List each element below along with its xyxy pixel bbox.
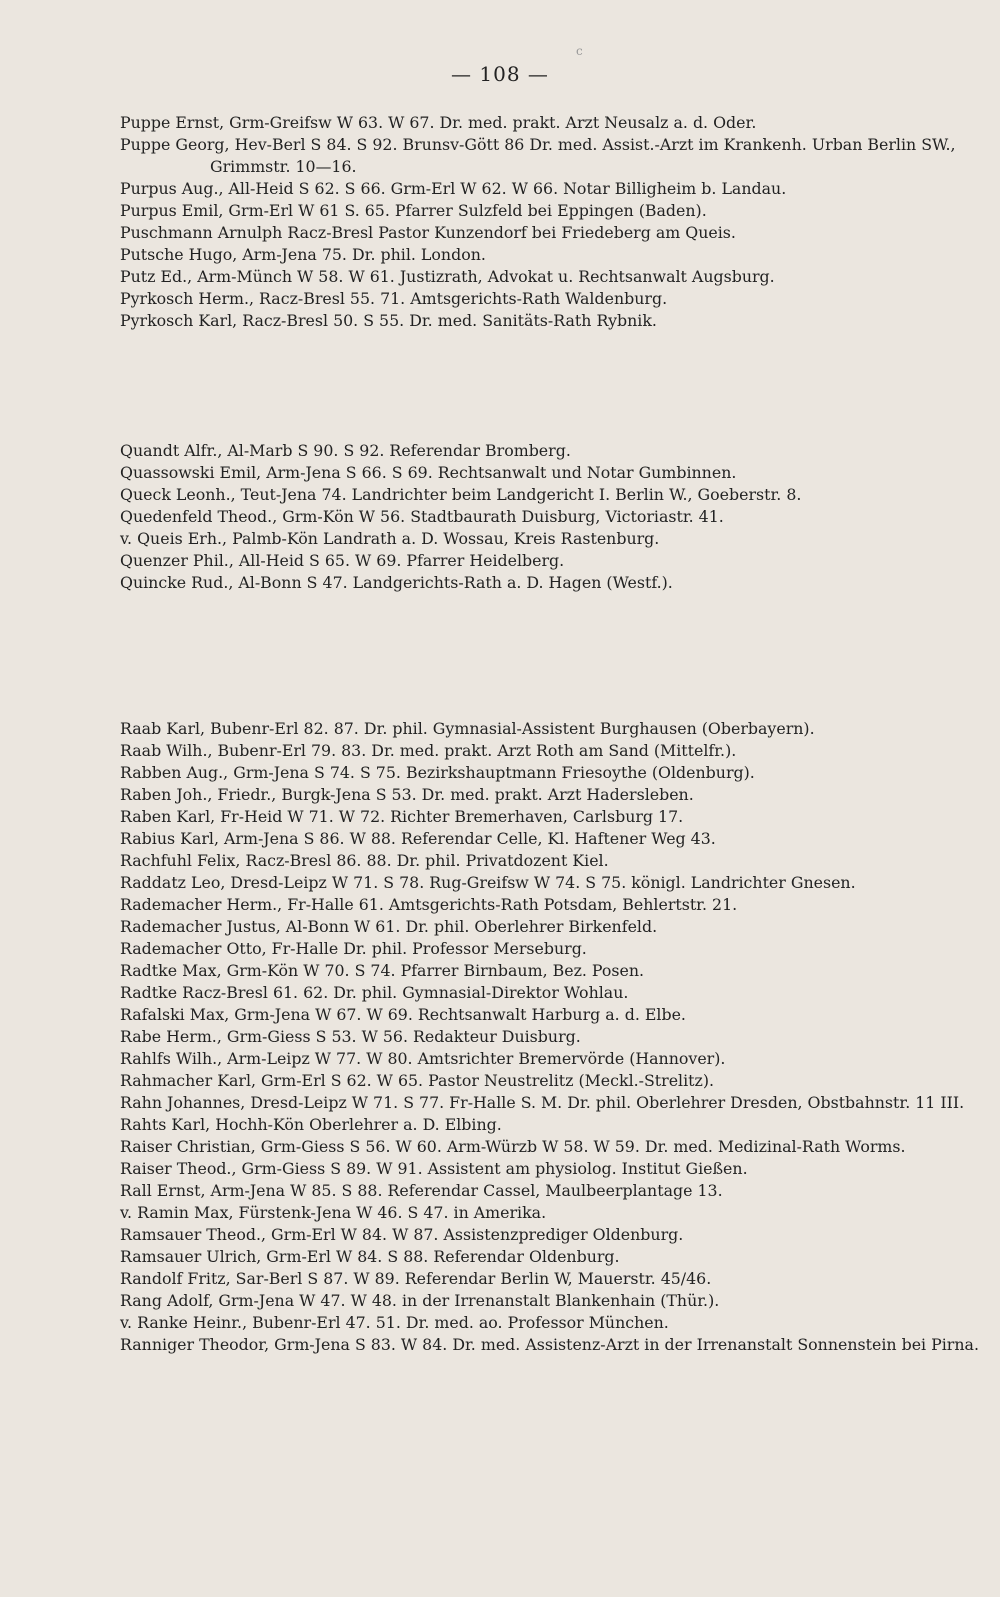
directory-entry: Rang Adolf, Grm-Jena W 47. W 48. in der Irrenanstalt Blankenhain (Thür.). [120, 1291, 720, 1310]
page-number: — 108 — [451, 62, 549, 86]
directory-entry: Rafalski Max, Grm-Jena W 67. W 69. Rechtsanwalt Harburg a. d. Elbe. [120, 1005, 686, 1024]
directory-entry: Queck Leonh., Teut-Jena 74. Landrichter beim Landgericht I. Berlin W., Goeberstr. 8. [120, 485, 802, 504]
directory-entry: Raddatz Leo, Dresd-Leipz W 71. S 78. Rug-Greifsw W 74. S 75. königl. Landrichter Gnesen. [120, 873, 856, 892]
directory-entry: Rabius Karl, Arm-Jena S 86. W 88. Referendar Celle, Kl. Haftener Weg 43. [120, 829, 716, 848]
directory-entry: Quincke Rud., Al-Bonn S 47. Landgerichts-Rath a. D. Hagen (Westf.). [120, 573, 673, 592]
directory-entry: Quandt Alfr., Al-Marb S 90. S 92. Referendar Bromberg. [120, 441, 571, 460]
directory-entry: Rabe Herm., Grm-Giess S 53. W 56. Redakteur Duisburg. [120, 1027, 581, 1046]
directory-entry: Raab Karl, Bubenr-Erl 82. 87. Dr. phil. Gymnasial-Assistent Burghausen (Oberbayern). [120, 719, 815, 738]
section-r-entries [120, 718, 980, 1356]
directory-entry: Ranniger Theodor, Grm-Jena S 83. W 84. Dr. med. Assistenz-Arzt in der Irrenanstalt Sonnenstein bei Pirna. [120, 1335, 979, 1354]
directory-entry: Raben Karl, Fr-Heid W 71. W 72. Richter Bremerhaven, Carlsburg 17. [120, 807, 684, 826]
directory-entry: Rahts Karl, Hochh-Kön Oberlehrer a. D. Elbing. [120, 1115, 502, 1134]
directory-entry: v. Ramin Max, Fürstenk-Jena W 46. S 47. in Amerika. [120, 1203, 547, 1222]
directory-entry: Rahn Johannes, Dresd-Leipz W 71. S 77. Fr-Halle S. M. Dr. phil. Oberlehrer Dresden, Obstbahnstr. 11 III. [120, 1093, 965, 1112]
directory-entry: Quedenfeld Theod., Grm-Kön W 56. Stadtbaurath Duisburg, Victoriastr. 41. [120, 507, 724, 526]
directory-entry: Pyrkosch Herm., Racz-Bresl 55. 71. Amtsgerichts-Rath Waldenburg. [120, 289, 668, 308]
section-q-entries [120, 440, 980, 594]
directory-entry: Rahmacher Karl, Grm-Erl S 62. W 65. Pastor Neustrelitz (Meckl.-Strelitz). [120, 1071, 715, 1090]
directory-entry: Quassowski Emil, Arm-Jena S 66. S 69. Rechtsanwalt und Notar Gumbinnen. [120, 463, 737, 482]
directory-entry: Rademacher Justus, Al-Bonn W 61. Dr. phil. Oberlehrer Birkenfeld. [120, 917, 658, 936]
directory-entry: Rall Ernst, Arm-Jena W 85. S 88. Referendar Cassel, Maulbeerplantage 13. [120, 1181, 723, 1200]
directory-entry: Raiser Christian, Grm-Giess S 56. W 60. Arm-Würzb W 58. W 59. Dr. med. Medizinal-Rath Worms. [120, 1137, 906, 1156]
directory-entry: Ramsauer Ulrich, Grm-Erl W 84. S 88. Referendar Oldenburg. [120, 1247, 620, 1266]
directory-entry: Rademacher Herm., Fr-Halle 61. Amtsgerichts-Rath Potsdam, Behlertstr. 21. [120, 895, 738, 914]
directory-entry: Puschmann Arnulph Racz-Bresl Pastor Kunzendorf bei Friedeberg am Queis. [120, 223, 736, 242]
section-p-entries [120, 112, 980, 332]
directory-entry: Randolf Fritz, Sar-Berl S 87. W 89. Referendar Berlin W, Mauerstr. 45/46. [120, 1269, 712, 1288]
directory-entry: Ramsauer Theod., Grm-Erl W 84. W 87. Assistenzprediger Oldenburg. [120, 1225, 684, 1244]
directory-entry: Pyrkosch Karl, Racz-Bresl 50. S 55. Dr. med. Sanitäts-Rath Rybnik. [120, 311, 657, 330]
directory-entry: v. Queis Erh., Palmb-Kön Landrath a. D. Wossau, Kreis Rastenburg. [120, 529, 660, 548]
directory-entry: Putz Ed., Arm-Münch W 58. W 61. Justizrath, Advokat u. Rechtsanwalt Augsburg. [120, 267, 775, 286]
directory-entry: Rahlfs Wilh., Arm-Leipz W 77. W 80. Amtsrichter Bremervörde (Hannover). [120, 1049, 726, 1068]
directory-entry: Rachfuhl Felix, Racz-Bresl 86. 88. Dr. phil. Privatdozent Kiel. [120, 851, 609, 870]
directory-entry: Radtke Max, Grm-Kön W 70. S 74. Pfarrer Birnbaum, Bez. Posen. [120, 961, 645, 980]
directory-entry: Purpus Aug., All-Heid S 62. S 66. Grm-Erl W 62. W 66. Notar Billigheim b. Landau. [120, 179, 787, 198]
directory-entry: Radtke Racz-Bresl 61. 62. Dr. phil. Gymnasial-Direktor Wohlau. [120, 983, 629, 1002]
directory-entry: Raiser Theod., Grm-Giess S 89. W 91. Assistent am physiolog. Institut Gießen. [120, 1159, 748, 1178]
directory-entry: Raab Wilh., Bubenr-Erl 79. 83. Dr. med. prakt. Arzt Roth am Sand (Mittelfr.). [120, 741, 737, 760]
directory-entry: Puppe Ernst, Grm-Greifsw W 63. W 67. Dr. med. prakt. Arzt Neusalz a. d. Oder. [120, 113, 757, 132]
directory-entry: Raben Joh., Friedr., Burgk-Jena S 53. Dr. med. prakt. Arzt Hadersleben. [120, 785, 694, 804]
page-mark: c [576, 44, 583, 58]
directory-entry: Quenzer Phil., All-Heid S 65. W 69. Pfarrer Heidelberg. [120, 551, 565, 570]
directory-entry: Purpus Emil, Grm-Erl W 61 S. 65. Pfarrer Sulzfeld bei Eppingen (Baden). [120, 201, 707, 220]
directory-entry: v. Ranke Heinr., Bubenr-Erl 47. 51. Dr. med. ao. Professor München. [120, 1313, 669, 1332]
directory-entry: Rabben Aug., Grm-Jena S 74. S 75. Bezirkshauptmann Friesoythe (Oldenburg). [120, 763, 755, 782]
directory-entry: Puppe Georg, Hev-Berl S 84. S 92. Brunsv-Gött 86 Dr. med. Assist.-Arzt im Krankenh. Urban Berlin SW., Grimmstr. 10—16. [120, 135, 956, 176]
directory-entry: Putsche Hugo, Arm-Jena 75. Dr. phil. London. [120, 245, 486, 264]
directory-entry: Rademacher Otto, Fr-Halle Dr. phil. Professor Merseburg. [120, 939, 587, 958]
